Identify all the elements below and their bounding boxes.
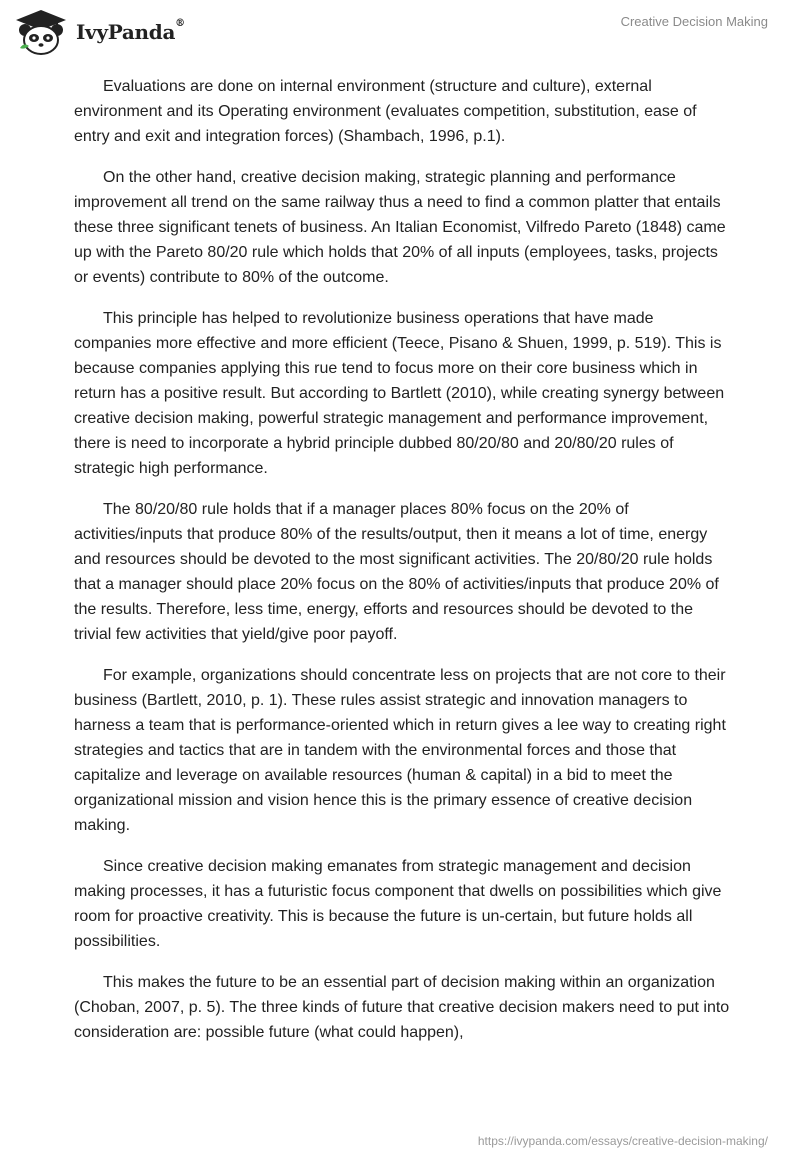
source-url[interactable]: https://ivypanda.com/essays/creative-decision-making/	[477, 1134, 768, 1148]
panda-graduate-icon	[14, 8, 68, 56]
paragraph: Evaluations are done on internal environment (structure and culture), external environment and its Operating environment (evaluates competition, substitution, ease of entry and exit and integration forces) (Shambach, 1996, p.1).	[74, 78, 697, 145]
paragraph: This principle has helped to revolutionize business operations that have made companies more effective and more efficient (Teece, Pisano & Shuen, 1999, p. 519). This is because companies applying this rue tend to focus more on their core business which in return has a positive result. But according to Bartlett (2010), while creating synergy between creative decision making, powerful strategic management and performance improvement, there is need to incorporate a hybrid principle dubbed 80/20/80 and 20/80/20 rules of strategic high performance.	[74, 310, 725, 477]
brand-name: IvyPanda®	[76, 18, 185, 44]
page-header	[0, 0, 800, 70]
paragraph: This makes the future to be an essential part of decision making within an organization (Choban, 2007, p. 5). The three kinds of future that creative decision makers need to put into consideration are: possible future (what could happen),	[74, 974, 730, 1041]
paragraph: On the other hand, creative decision making, strategic planning and performance improvement all trend on the same railway thus a need to find a common platter that entails these three significant tenets of business. An Italian Economist, Vilfredo Pareto (1848) came up with the Pareto 80/20 rule which holds that 20% of all inputs (employees, tasks, projects or events) contribute to 80% of the outcome.	[74, 169, 726, 286]
paragraph: The 80/20/80 rule holds that if a manager places 80% focus on the 20% of activities/inputs that produce 80% of the results/output, then it means a lot of time, energy and resources should be devoted to the most significant activities. The 20/80/20 rule holds that a manager should place 20% focus on the 80% of activities/inputs that produce 20% of the results. Therefore, less time, energy, efforts and resources should be devoted to the trivial few activities that yield/give poor payoff.	[74, 501, 719, 643]
document-title: Creative Decision Making	[620, 14, 768, 29]
essay-body	[74, 74, 734, 1061]
paragraph: For example, organizations should concentrate less on projects that are not core to their business (Bartlett, 2010, p. 1). These rules assist strategic and innovation managers to harness a team that is performance-oriented which in return gives a lee way to creating right strategies and tactics that are in tandem with the environmental forces and those that capitalize and leverage on available resources (human & capital) in a bid to meet the organizational mission and vision hence this is the primary essence of creative decision making.	[74, 667, 726, 834]
paragraph: Since creative decision making emanates from strategic management and decision making processes, it has a futuristic focus component that dwells on possibilities which give room for proactive creativity. This is because the future is un-certain, but future holds all possibilities.	[74, 858, 722, 950]
brand-logo[interactable]	[14, 8, 185, 56]
